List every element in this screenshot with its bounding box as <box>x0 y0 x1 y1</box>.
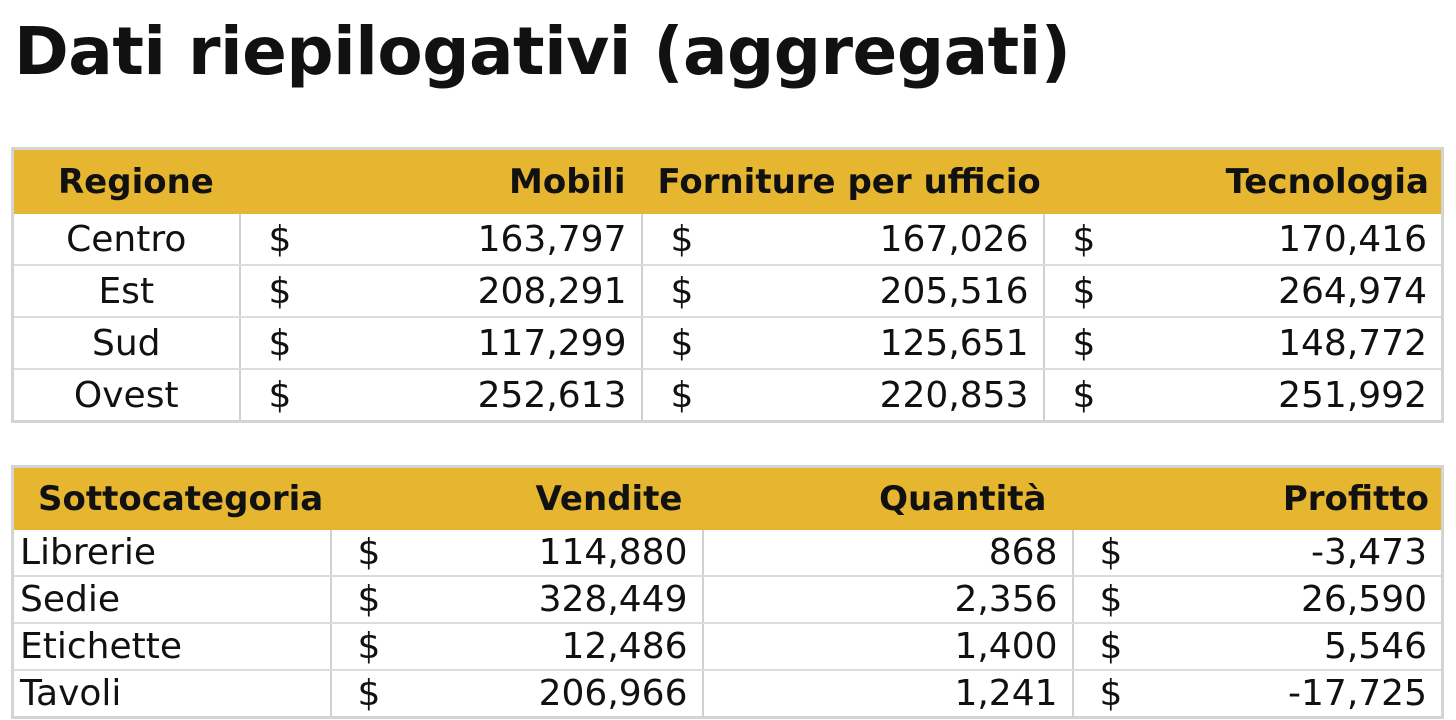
currency-symbol: $ <box>1073 530 1153 576</box>
sales-value: 206,966 <box>411 670 703 718</box>
currency-symbol: $ <box>331 623 411 670</box>
sales-value: 12,486 <box>411 623 703 670</box>
currency-symbol: $ <box>331 576 411 623</box>
header-sales[interactable]: Vendite <box>331 467 703 531</box>
technology-value: 251,992 <box>1119 369 1443 422</box>
header-subcategory[interactable]: Sottocategoria <box>13 467 331 531</box>
currency-symbol: $ <box>642 317 717 369</box>
table-row <box>13 369 1443 422</box>
header-quantity[interactable]: Quantità <box>703 467 1073 531</box>
table-row <box>13 265 1443 317</box>
currency-symbol: $ <box>642 369 717 422</box>
office-supplies-value: 167,026 <box>717 214 1044 265</box>
region-cell: Est <box>13 265 240 317</box>
quantity-value: 1,400 <box>703 623 1073 670</box>
quantity-value: 868 <box>703 530 1073 576</box>
header-region[interactable]: Regione <box>13 149 240 215</box>
table-row <box>13 214 1443 265</box>
header-office-supplies[interactable]: Forniture per ufficio <box>642 149 1044 215</box>
currency-symbol: $ <box>331 670 411 718</box>
subcategory-cell: Tavoli <box>13 670 331 718</box>
table-row <box>13 576 1443 623</box>
technology-value: 264,974 <box>1119 265 1443 317</box>
page-title: Dati riepilogativi (aggregati) <box>14 13 1071 90</box>
currency-symbol: $ <box>331 530 411 576</box>
currency-symbol: $ <box>1044 214 1119 265</box>
subcategory-cell: Librerie <box>13 530 331 576</box>
region-summary-table <box>11 147 1444 423</box>
technology-value: 148,772 <box>1119 317 1443 369</box>
currency-symbol: $ <box>240 369 315 422</box>
currency-symbol: $ <box>1044 265 1119 317</box>
header-technology[interactable]: Tecnologia <box>1044 149 1443 215</box>
region-cell: Sud <box>13 317 240 369</box>
subcategory-cell: Sedie <box>13 576 331 623</box>
furniture-value: 252,613 <box>315 369 642 422</box>
profit-value: 26,590 <box>1153 576 1443 623</box>
table-row <box>13 530 1443 576</box>
office-supplies-value: 125,651 <box>717 317 1044 369</box>
currency-symbol: $ <box>642 265 717 317</box>
profit-value: 5,546 <box>1153 623 1443 670</box>
subcategory-cell: Etichette <box>13 623 331 670</box>
furniture-value: 117,299 <box>315 317 642 369</box>
table-header-row <box>13 467 1443 531</box>
currency-symbol: $ <box>1044 317 1119 369</box>
office-supplies-value: 220,853 <box>717 369 1044 422</box>
currency-symbol: $ <box>1044 369 1119 422</box>
profit-value: -3,473 <box>1153 530 1443 576</box>
currency-symbol: $ <box>1073 576 1153 623</box>
sales-value: 328,449 <box>411 576 703 623</box>
currency-symbol: $ <box>240 265 315 317</box>
currency-symbol: $ <box>1073 623 1153 670</box>
currency-symbol: $ <box>1073 670 1153 718</box>
quantity-value: 1,241 <box>703 670 1073 718</box>
header-profit[interactable]: Profitto <box>1073 467 1443 531</box>
table-row <box>13 317 1443 369</box>
currency-symbol: $ <box>642 214 717 265</box>
technology-value: 170,416 <box>1119 214 1443 265</box>
currency-symbol: $ <box>240 214 315 265</box>
furniture-value: 163,797 <box>315 214 642 265</box>
header-furniture[interactable]: Mobili <box>240 149 642 215</box>
currency-symbol: $ <box>240 317 315 369</box>
profit-value: -17,725 <box>1153 670 1443 718</box>
sales-value: 114,880 <box>411 530 703 576</box>
subcategory-summary-table <box>11 465 1444 719</box>
table-row <box>13 670 1443 718</box>
table-row <box>13 623 1443 670</box>
office-supplies-value: 205,516 <box>717 265 1044 317</box>
region-cell: Ovest <box>13 369 240 422</box>
quantity-value: 2,356 <box>703 576 1073 623</box>
furniture-value: 208,291 <box>315 265 642 317</box>
region-cell: Centro <box>13 214 240 265</box>
table-header-row <box>13 149 1443 215</box>
